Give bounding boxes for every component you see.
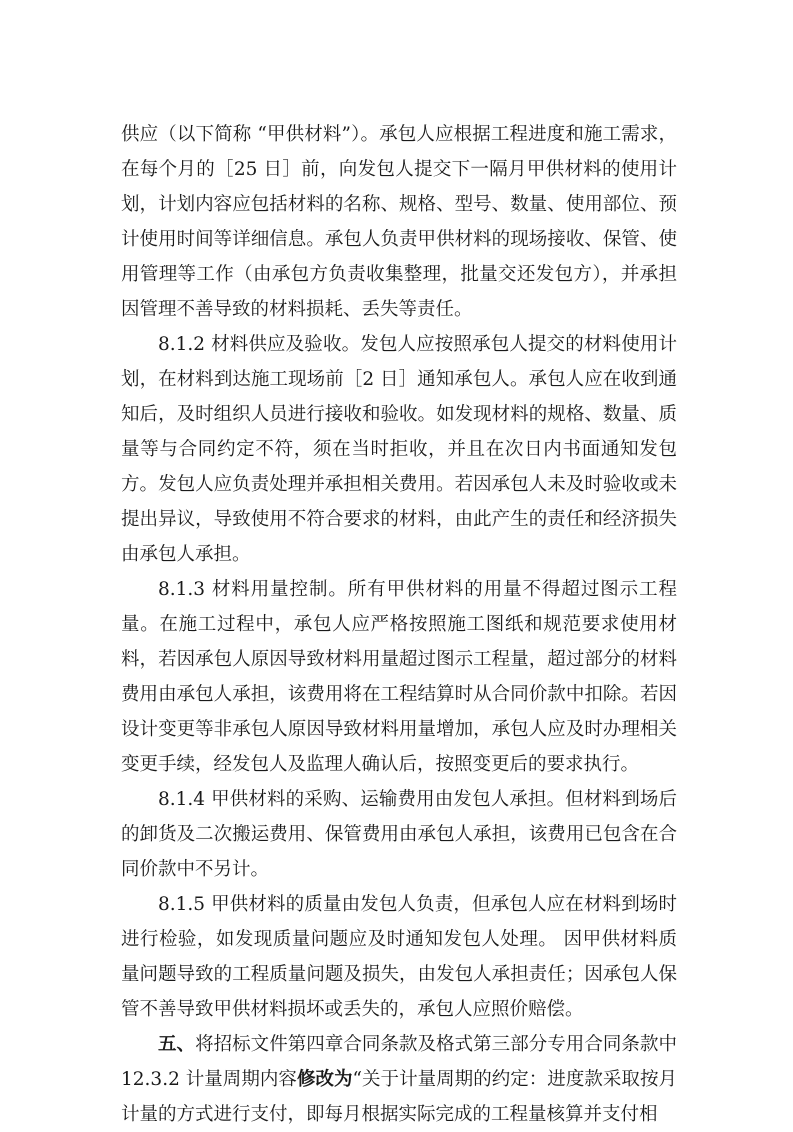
paragraph-item-5 (121, 1027, 677, 1132)
paragraph-8-1-2: 8.1.2 材料供应及验收。发包人应按照承包人提交的材料使用计划，在材料到达施工现场前［2 日］通知承包人。承包人应在收到通知后，及时组织人员进行接收和验收。如发现材料的规格、数量、质量等与合同约定不符，须在当时拒收，并且在次日内书面通知发包方。发包人应负责处理并承担相关费用。若因承包人未及时验收或未提出异议，导致使用不符合要求的材料，由此产生的责任和经济损失由承包人承担。 (121, 334, 677, 565)
document-body (121, 117, 677, 1132)
item-text-part2: “关于计量周期的约定：进度款采取按月计量的方式进行支付，即每月根据实际完成的工程量核算并支付相 (121, 1069, 677, 1125)
item-emphasis: 修改为 (296, 1069, 353, 1090)
paragraph-8-1-4: 8.1.4 甲供材料的采购、运输费用由发包人承担。但材料到场后的卸货及二次搬运费用、保管费用由承包人承担，该费用已包含在合同价款中不另计。 (121, 789, 677, 880)
paragraph-8-1-5: 8.1.5 甲供材料的质量由发包人负责，但承包人应在材料到场时进行检验，如发现质量问题应及时通知发包人处理。 因甲供材料质量问题导致的工程质量问题及损失，由发包人承担责任；因承包人保管不善导致甲供材料损坏或丢失的，承包人应照价赔偿。 (121, 894, 677, 1020)
paragraph-continuation: 供应（以下简称 “甲供材料”）。承包人应根据工程进度和施工需求，在每个月的［25 日］前，向发包人提交下一隔月甲供材料的使用计划，计划内容应包括材料的名称、规格、型号、数量、使用部位、预计使用时间等详细信息。承包人负责甲供材料的现场接收、保管、使用管理等工作（由承包方负责收集整理，批量交还发包方），并承担因管理不善导致的材料损耗、丢失等责任。 (121, 124, 677, 320)
paragraph-8-1-3: 8.1.3 材料用量控制。所有甲供材料的用量不得超过图示工程量。在施工过程中，承包人应严格按照施工图纸和规范要求使用材料，若因承包人原因导致材料用量超过图示工程量，超过部分的材料费用由承包人承担，该费用将在工程结算时从合同价款中扣除。若因设计变更等非承包人原因导致材料用量增加，承包人应及时办理相关变更手续，经发包人及监理人确认后，按照变更后的要求执行。 (121, 579, 677, 775)
item-number: 五、 (158, 1034, 196, 1055)
item-text-part1: 将招标文件第四章合同条款及格式第三部分专用合同条款中 12.3.2 计量周期内容 (121, 1034, 677, 1090)
